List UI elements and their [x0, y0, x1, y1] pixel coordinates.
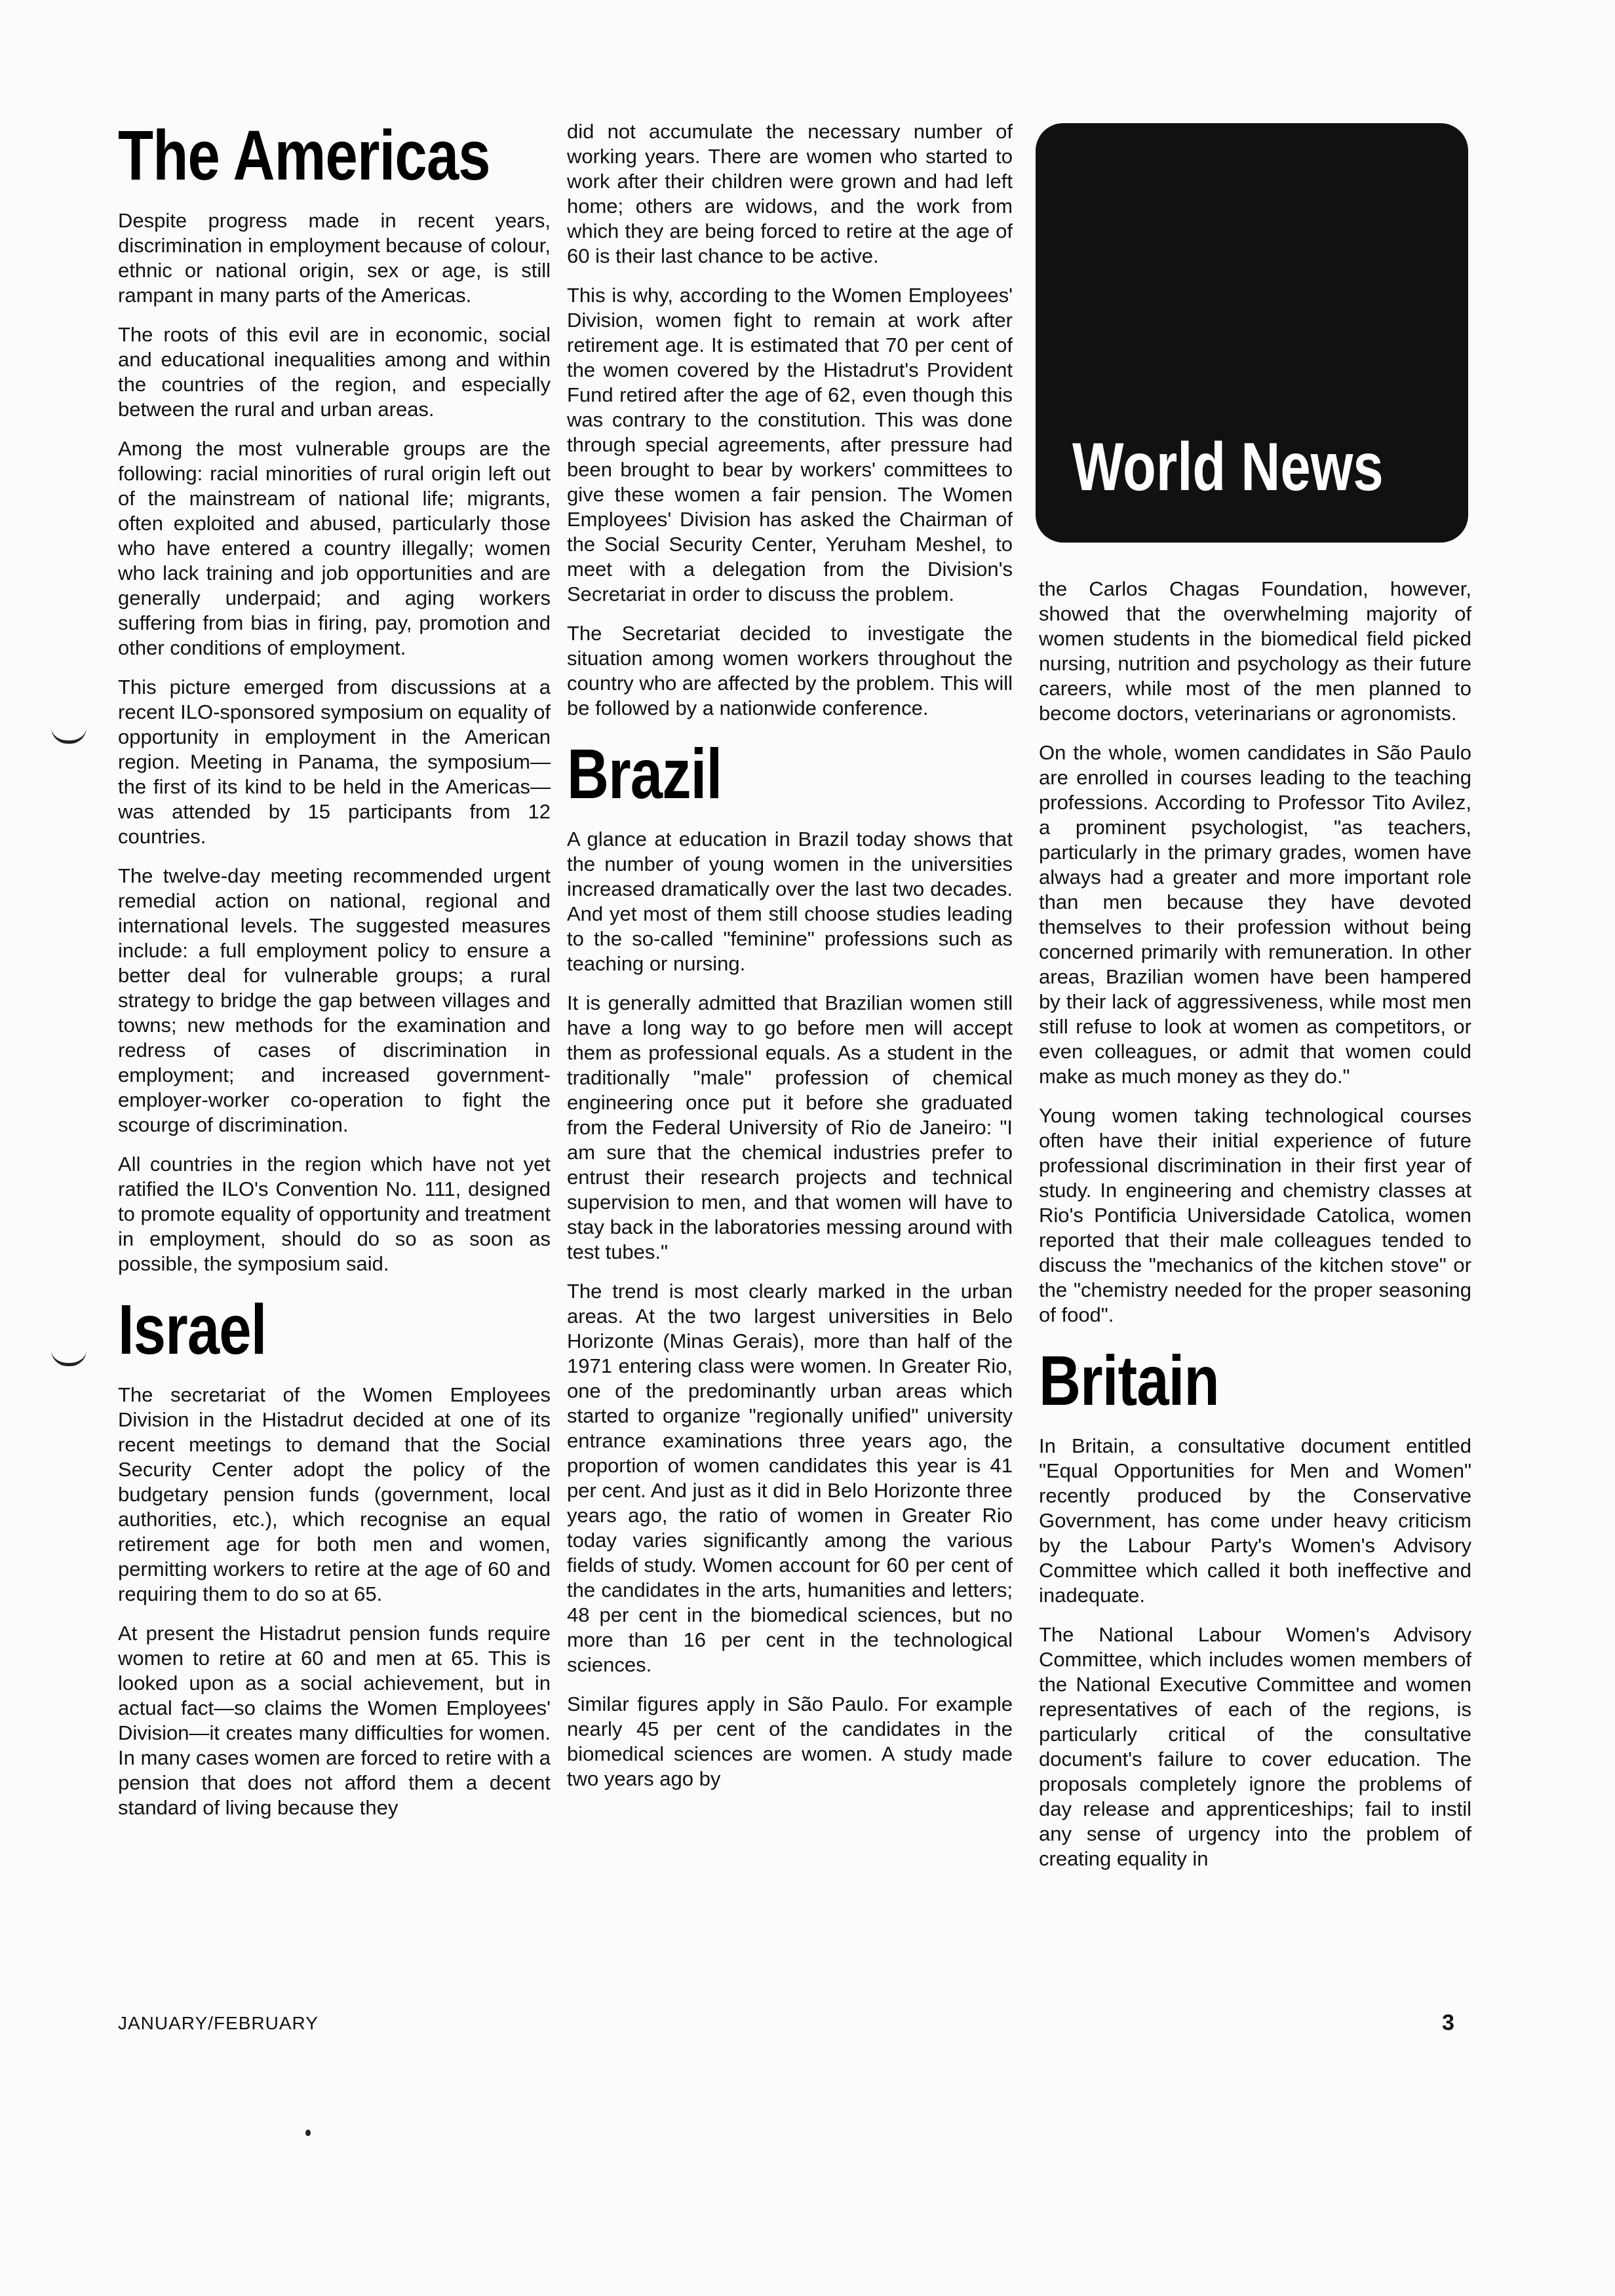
paragraph: This is why, according to the Women Employees' Division, women fight to remain at work after retirement age. It is estimated that 70 per cent of the women covered by the Histadrut's Provident Fund retired after the age of 62, even though this was contrary to the constitution. This was done through special agreements, after pressure had been brought to bear by workers' committees to give these women a fair pension. The Women Employees' Division has asked the Chairman of the Social Security Center, Yeruham Meshel, to meet with a delegation from the Division's Secretariat in order to discuss the problem.	[567, 284, 1013, 605]
paragraph: It is generally admitted that Brazilian women still have a long way to go before men will accept them as professional equals. As a student in the traditionally "male" profession of chemical engineering once put it before she graduated from the Federal University of Rio de Janeiro: "I am sure that the chemical industries prefer to entrust their research projects and technical supervision to men, and that women will have to stay back in the laboratories messing around with test tubes."	[567, 991, 1013, 1263]
paragraph: the Carlos Chagas Foundation, however, showed that the overwhelming majority of women students in the biomedical field picked nursing, nutrition and psychology as their future careers, while most of the men planned to become doctors, veterinarians or agronomists.	[1039, 577, 1471, 725]
paragraph: The roots of this evil are in economic, social and educational inequalities among and within the countries of the region, and especially between the rural and urban areas.	[118, 323, 551, 421]
paragraph: The twelve-day meeting recommended urgent remedial action on national, regional and international levels. The suggested measures include: a full employment policy to ensure a better deal for vulnerable groups; a rural strategy to bridge the gap between villages and towns; new methods for the examination and redress of cases of discrimination in employment; and increased government-employer-worker co-operation to fight the scourge of discrimination.	[118, 864, 551, 1136]
column-1	[118, 117, 551, 1835]
page-number: 3	[1442, 2010, 1454, 2035]
paragraph: All countries in the region which have not yet ratified the ILO's Convention No. 111, designed to promote equality of opportunity and treatment in employment, should do so as soon as possible, the symposium said.	[118, 1153, 551, 1275]
paragraph: At present the Histadrut pension funds require women to retire at 60 and men at 65. This is looked upon as a social achievement, but in actual fact—so claims the Women Employees' Division—it creates many difficulties for women. In many cases women are forced to retire with a pension that does not afford them a decent standard of living because they	[118, 1622, 551, 1819]
paragraph: Among the most vulnerable groups are the following: racial minorities of rural origin left out of the mainstream of national life; migrants, often exploited and abused, particularly those who have entered a country illegally; women who lack training and job opportunities and are generally underpaid; and aging workers suffering from bias in firing, pay, promotion and other conditions of employment.	[118, 437, 551, 659]
paragraph: The secretariat of the Women Employees Division in the Histadrut decided at one of its recent meetings to demand that the Social Security Center adopt the policy of the budgetary pension funds (government, local authorities, etc.), which recognise an equal retirement age for both men and women, permitting workers to retire at the age of 60 and requiring them to do so at 65.	[118, 1383, 551, 1605]
section-title-britain: Britain	[1039, 1341, 1219, 1420]
paragraph: Young women taking technological courses often have their initial experience of future professional discrimination in their first year of study. In engineering and chemistry classes at Rio's Pontificia Universidade Catolica, women reported that their male colleagues tended to discuss the "mechanics of the kitchen stove" or the "chemistry needed for the proper seasoning of food".	[1039, 1104, 1471, 1326]
paragraph: In Britain, a consultative document entitled "Equal Opportunities for Men and Women" recently produced by the Conservative Government, has come under heavy criticism by the Labour Party's Women's Advisory Committee which called it both ineffective and inadequate.	[1039, 1434, 1471, 1607]
world-news-banner	[1036, 123, 1468, 543]
paragraph: The trend is most clearly marked in the urban areas. At the two largest universities in Belo Horizonte (Minas Gerais), more than half of the 1971 entering class were women. In Greater Rio, one of the predominantly urban areas which started to organize "regionally unified" university entrance examinations three years ago, the proportion of women candidates this year is 41 per cent. And just as it did in Belo Horizonte three years ago, the ratio of women in Greater Rio today varies significantly among the various fields of study. Women account for 60 per cent of the candidates in the arts, humanities and letters; 48 per cent in the biomedical sciences, but no more than 16 per cent in the technological sciences.	[567, 1280, 1013, 1676]
section-title-israel: Israel	[118, 1290, 267, 1369]
binding-mark	[51, 727, 87, 744]
paragraph: Despite progress made in recent years, discrimination in employment because of colour, ethnic or national origin, sex or age, is still rampant in many parts of the Americas.	[118, 209, 551, 307]
speck	[305, 2130, 311, 2136]
paragraph: did not accumulate the necessary number of working years. There are women who started to work after their children were grown and had left home; others are widows, and the work from which they are being forced to retire at the age of 60 is their last chance to be active.	[567, 120, 1013, 267]
paragraph: Similar figures apply in São Paulo. For example nearly 45 per cent of the candidates in the biomedical sciences are women. A study made two years ago by	[567, 1693, 1013, 1790]
section-title-brazil: Brazil	[567, 734, 722, 813]
paragraph: A glance at education in Brazil today shows that the number of young women in the universities increased dramatically over the last two decades. And yet most of them still choose studies leading to the so-called "feminine" professions such as teaching or nursing.	[567, 828, 1013, 975]
paragraph: On the whole, women candidates in São Paulo are enrolled in courses leading to the teaching professions. According to Professor Tito Avilez, a prominent psychologist, "as teachers, particularly in the primary grades, women have always had a greater and more important role than men because they have devoted themselves to their profession without being concerned primarily with remuneration. In other areas, Brazilian women have been hampered by their lack of aggressiveness, while most men still refuse to look at women as competitors, or even colleagues, or admit that women could make as much money as they do."	[1039, 741, 1471, 1088]
paragraph: The Secretariat decided to investigate the situation among women workers throughout the country who are affected by the problem. This will be followed by a nationwide conference.	[567, 622, 1013, 719]
paragraph: This picture emerged from discussions at a recent ILO-sponsored symposium on equality of opportunity in employment in the American region. Meeting in Panama, the symposium—the first of its kind to be held in the Americas—was attended by 15 participants from 12 countries.	[118, 676, 551, 848]
column-3	[1039, 577, 1471, 1886]
column-2	[567, 119, 1013, 1806]
banner-title: World News	[1072, 429, 1384, 505]
issue-label: JANUARY/FEBRUARY	[118, 2013, 319, 2033]
section-title-americas: The Americas	[118, 115, 490, 195]
paragraph: The National Labour Women's Advisory Committee, which includes women members of the National Executive Committee and women representatives of each of the regions, is particularly critical of the consultative document's failure to cover education. The proposals completely ignore the problems of day release and apprenticeships; fail to instil any sense of urgency into the problem of creating equality in	[1039, 1623, 1471, 1870]
binding-mark	[51, 1350, 87, 1366]
